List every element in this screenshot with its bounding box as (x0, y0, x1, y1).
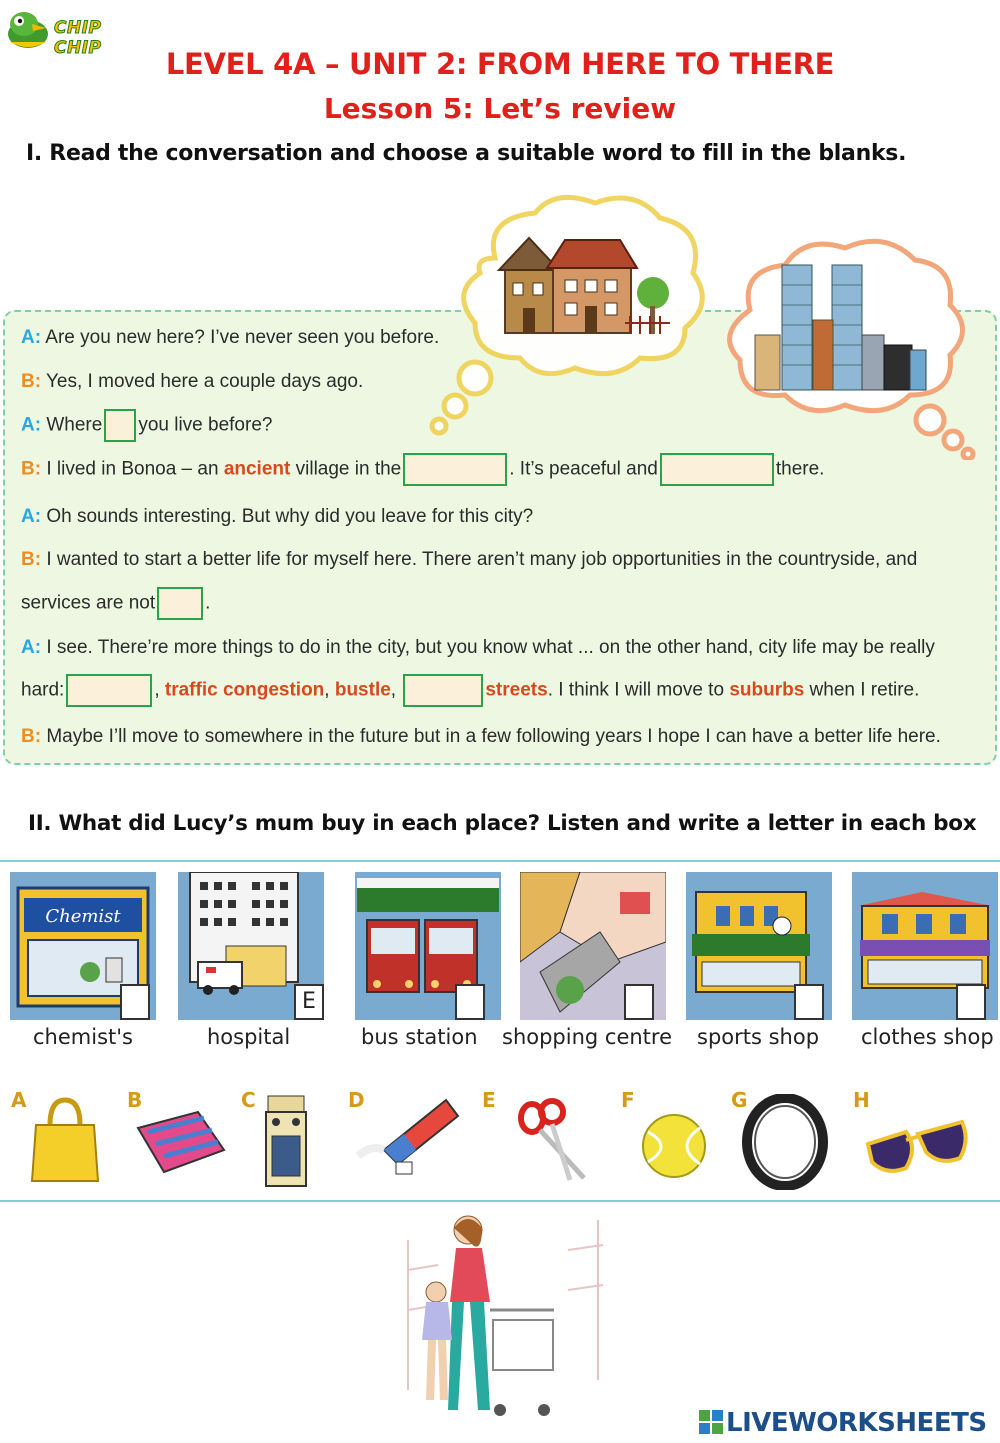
blank-input-2[interactable] (403, 453, 507, 486)
place-label-clothes-shop: clothes shop (861, 1025, 994, 1049)
place-hospital (178, 872, 324, 1020)
speaker-a-label: A: (21, 327, 42, 348)
speaker-a-label: A: (21, 637, 42, 658)
place-sports-shop (686, 872, 832, 1020)
dialog-line-1 (21, 327, 439, 349)
tennis-ball-icon (640, 1110, 708, 1182)
speaker-b-label: B: (21, 371, 42, 392)
answer-box-shopping-centre[interactable] (624, 984, 654, 1020)
speaker-b-label: B: (21, 549, 42, 570)
answer-box-bus-station[interactable] (455, 984, 485, 1020)
dialog-text: hard: (21, 679, 65, 701)
dialog-line-4 (21, 453, 824, 486)
blank-input-6[interactable] (403, 674, 483, 707)
highlight-word: bustle (334, 679, 391, 701)
blank-input-5[interactable] (66, 674, 152, 707)
place-label-sports-shop: sports shop (697, 1025, 820, 1049)
dialog-text: when I retire. (809, 679, 920, 701)
answer-box-chemists[interactable] (120, 984, 150, 1020)
village-thought-cloud (425, 188, 715, 438)
item-letter-e: E (482, 1088, 496, 1112)
dialog-line-3 (21, 409, 272, 442)
item-letter-b: B (127, 1088, 143, 1112)
dialog-text: village in the (295, 458, 402, 480)
lesson-title: Lesson 5: Let’s review (323, 92, 677, 125)
dialog-line-7 (21, 587, 210, 620)
divider-bottom (0, 1200, 1000, 1202)
cooker-icon (264, 1092, 308, 1190)
place-clothes-shop (852, 872, 998, 1020)
speaker-b-label: B: (21, 726, 42, 747)
blank-input-1[interactable] (104, 409, 136, 442)
toothpaste-icon (354, 1094, 462, 1176)
dialog-text: I see. There’re more things to do in the city, but you know what ... on the other hand, city life may be really (46, 637, 935, 658)
item-letter-h: H (853, 1088, 870, 1112)
highlight-word: suburbs (729, 679, 805, 701)
dialog-text: Are you new here? I’ve never seen you before. (45, 327, 440, 348)
handbag-icon (30, 1095, 100, 1185)
sunglasses-icon (866, 1118, 970, 1182)
dialog-text: you live before? (138, 414, 273, 436)
dialog-text: I wanted to start a better life for myself here. There aren’t many job opportunities in the countryside, and (46, 549, 918, 570)
dialog-line-9 (21, 674, 919, 707)
liveworksheets-watermark: LIVEWORKSHEETS (726, 1408, 987, 1438)
place-chemists (10, 872, 156, 1020)
highlight-word: streets (485, 679, 548, 701)
towel-icon (128, 1108, 228, 1178)
dialog-text: Where (46, 414, 103, 436)
shopping-family-illustration (398, 1210, 618, 1430)
divider-top (0, 860, 1000, 862)
answer-box-hospital[interactable]: E (294, 984, 324, 1020)
dialog-text: Maybe I’ll move to somewhere in the future but in a few following years I hope I can have a better life here. (46, 726, 941, 747)
speaker-a-label: A: (21, 414, 42, 436)
tyre-icon (742, 1094, 828, 1190)
city-thought-cloud (710, 230, 980, 460)
dialog-line-10 (21, 726, 941, 748)
dialog-line-8 (21, 637, 935, 659)
page-title: LEVEL 4A – UNIT 2: FROM HERE TO THERE (165, 47, 835, 81)
blank-input-4[interactable] (157, 587, 203, 620)
highlight-word: traffic congestion (164, 679, 325, 701)
scissors-icon (518, 1098, 590, 1182)
logo-text: CHIP CHIP (54, 18, 102, 58)
dialog-text: Yes, I moved here a couple days ago. (46, 371, 364, 392)
bird-mascot-icon (2, 4, 58, 52)
place-label-hospital: hospital (207, 1025, 291, 1049)
dialog-text: , (324, 679, 330, 701)
dialog-text: I lived in Bonoa – an (46, 458, 219, 480)
speaker-b-label: B: (21, 458, 42, 480)
item-letter-c: C (241, 1088, 256, 1112)
dialog-text: Oh sounds interesting. But why did you leave for this city? (46, 506, 534, 527)
place-bus-station (355, 872, 501, 1020)
dialog-text: there. (775, 458, 825, 480)
dialog-text: . I think I will move to (547, 679, 725, 701)
section2-heading: II. What did Lucy’s mum buy in each place? Listen and write a letter in each box (28, 811, 977, 836)
dialog-text: , (154, 679, 160, 701)
logo (2, 4, 154, 58)
item-letter-d: D (348, 1088, 365, 1112)
dialog-text: . It’s peaceful and (509, 458, 658, 480)
item-letter-f: F (621, 1088, 635, 1112)
blank-input-3[interactable] (660, 453, 774, 486)
answer-box-clothes-shop[interactable] (956, 984, 986, 1020)
dialog-line-6 (21, 549, 917, 571)
dialog-text: , (390, 679, 397, 701)
section1-heading: I. Read the conversation and choose a suitable word to fill in the blanks. (26, 141, 907, 166)
answer-box-sports-shop[interactable] (794, 984, 824, 1020)
liveworksheets-logo-icon (699, 1410, 723, 1434)
chemist-sign-text: Chemist (45, 906, 121, 927)
speaker-a-label: A: (21, 506, 42, 527)
dialog-line-5 (21, 506, 533, 528)
place-label-bus-station: bus station (361, 1025, 478, 1049)
highlight-word: ancient (223, 458, 291, 480)
dialog-line-2 (21, 371, 363, 393)
dialog-text: services are not (21, 592, 156, 614)
place-label-shopping-centre: shopping centre (502, 1025, 673, 1049)
dialog-text: . (205, 592, 211, 614)
place-label-chemists: chemist's (33, 1025, 133, 1049)
item-letter-g: G (731, 1088, 748, 1112)
place-shopping-centre (520, 872, 666, 1020)
item-letter-a: A (11, 1088, 27, 1112)
